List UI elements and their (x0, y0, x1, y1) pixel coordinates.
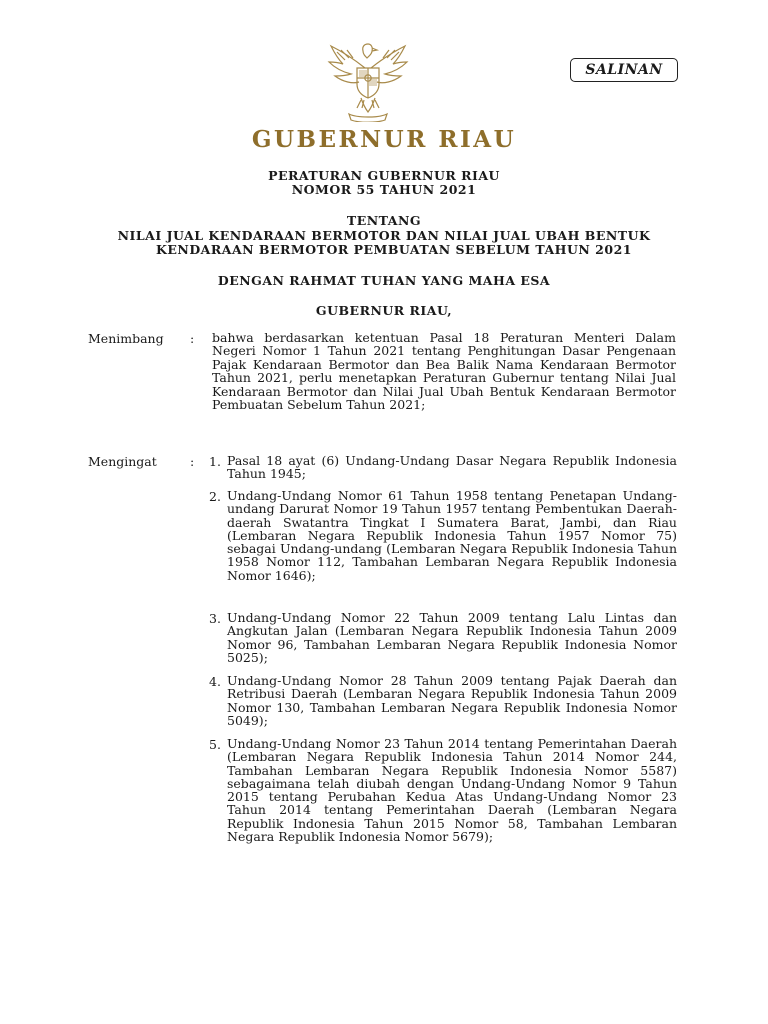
mengingat-item-number: 3. (209, 611, 221, 626)
salinan-stamp: SALINAN (570, 58, 678, 82)
regulation-number: NOMOR 55 TAHUN 2021 (291, 182, 477, 197)
mengingat-item-number: 2. (209, 489, 221, 504)
mengingat-item-number: 4. (209, 674, 221, 689)
issuer: GUBERNUR RIAU, (315, 303, 453, 318)
regulation-title: PERATURAN GUBERNUR RIAU (268, 168, 500, 183)
subject-heading: TENTANG (346, 213, 422, 228)
menimbang-text: bahwa berdasarkan ketentuan Pasal 18 Peraturan Menteri Dalam Negeri Nomor 1 Tahun 2021 tentang Penghitungan Dasar Pengenaan Pajak Kendaraan Bermotor dan Bea Balik Nama Kendaraan Bermotor Tahun 2021, perlu menetapkan Peraturan Gubernur tentang Nilai Jual Kendaraan Bermotor dan Nilai Jual Ubah Bentuk Kendaraan Bermotor Pembuatan Sebelum Tahun 2021; (212, 330, 676, 413)
mengingat-item-text: Undang-Undang Nomor 23 Tahun 2014 tentang Pemerintahan Daerah (Lembaran Negara Republik Indonesia Tahun 2014 Nomor 244, Tambahan Lembaran Negara Republik Indonesia Nomor 5587) sebagaimana telah diubah dengan Undang-Undang Nomor 9 Tahun 2015 tentang Perubahan Kedua Atas Undang-Undang Nomor 23 Tahun 2014 tentang Pemerintahan Daerah (Lembaran Negara Republik Indonesia Tahun 2015 Nomor 58, Tambahan Lembaran Negara Republik Indonesia Nomor 5679); (227, 736, 677, 845)
mengingat-colon: : (190, 454, 195, 469)
mengingat-item-text: Undang-Undang Nomor 22 Tahun 2009 tentang Lalu Lintas dan Angkutan Jalan (Lembaran Negara Republik Indonesia Tahun 2009 Nomor 96, Tambahan Lembaran Negara Republik Indonesia Nomor 5025); (227, 610, 677, 665)
menimbang-colon: : (190, 331, 195, 346)
mengingat-item-number: 1. (209, 454, 221, 469)
menimbang-label: Menimbang (88, 331, 164, 346)
invocation: DENGAN RAHMAT TUHAN YANG MAHA ESA (217, 273, 551, 288)
mengingat-item-text: Pasal 18 ayat (6) Undang-Undang Dasar Negara Republik Indonesia Tahun 1945; (227, 453, 677, 482)
garuda-emblem-icon (325, 38, 411, 122)
subject-line-1: NILAI JUAL KENDARAAN BERMOTOR DAN NILAI JUAL UBAH BENTUK (117, 228, 651, 243)
mengingat-item-number: 5. (209, 737, 221, 752)
mengingat-item-text: Undang-Undang Nomor 61 Tahun 1958 tentang Penetapan Undang-undang Darurat Nomor 19 Tahun 1957 tentang Pembentukan Daerah-daerah Swatantra Tingkat I Sumatera Barat, Jambi, dan Riau (Lembaran Negara Republik Indonesia Tahun 1957 Nomor 75) sebagai Undang-undang (Lembaran Negara Republik Indonesia Tahun 1958 Nomor 112, Tambahan Lembaran Negara Republik Indonesia Nomor 1646); (227, 488, 677, 583)
governor-letterhead: GUBERNUR RIAU (251, 126, 517, 153)
subject-line-2: KENDARAAN BERMOTOR PEMBUATAN SEBELUM TAHUN 2021 (156, 242, 632, 257)
mengingat-item-text: Undang-Undang Nomor 28 Tahun 2009 tentang Pajak Daerah dan Retribusi Daerah (Lembaran Negara Republik Indonesia Tahun 2009 Nomor 130, Tambahan Lembaran Negara Republik Indonesia Nomor 5049); (227, 673, 677, 728)
mengingat-label: Mengingat (88, 454, 157, 469)
